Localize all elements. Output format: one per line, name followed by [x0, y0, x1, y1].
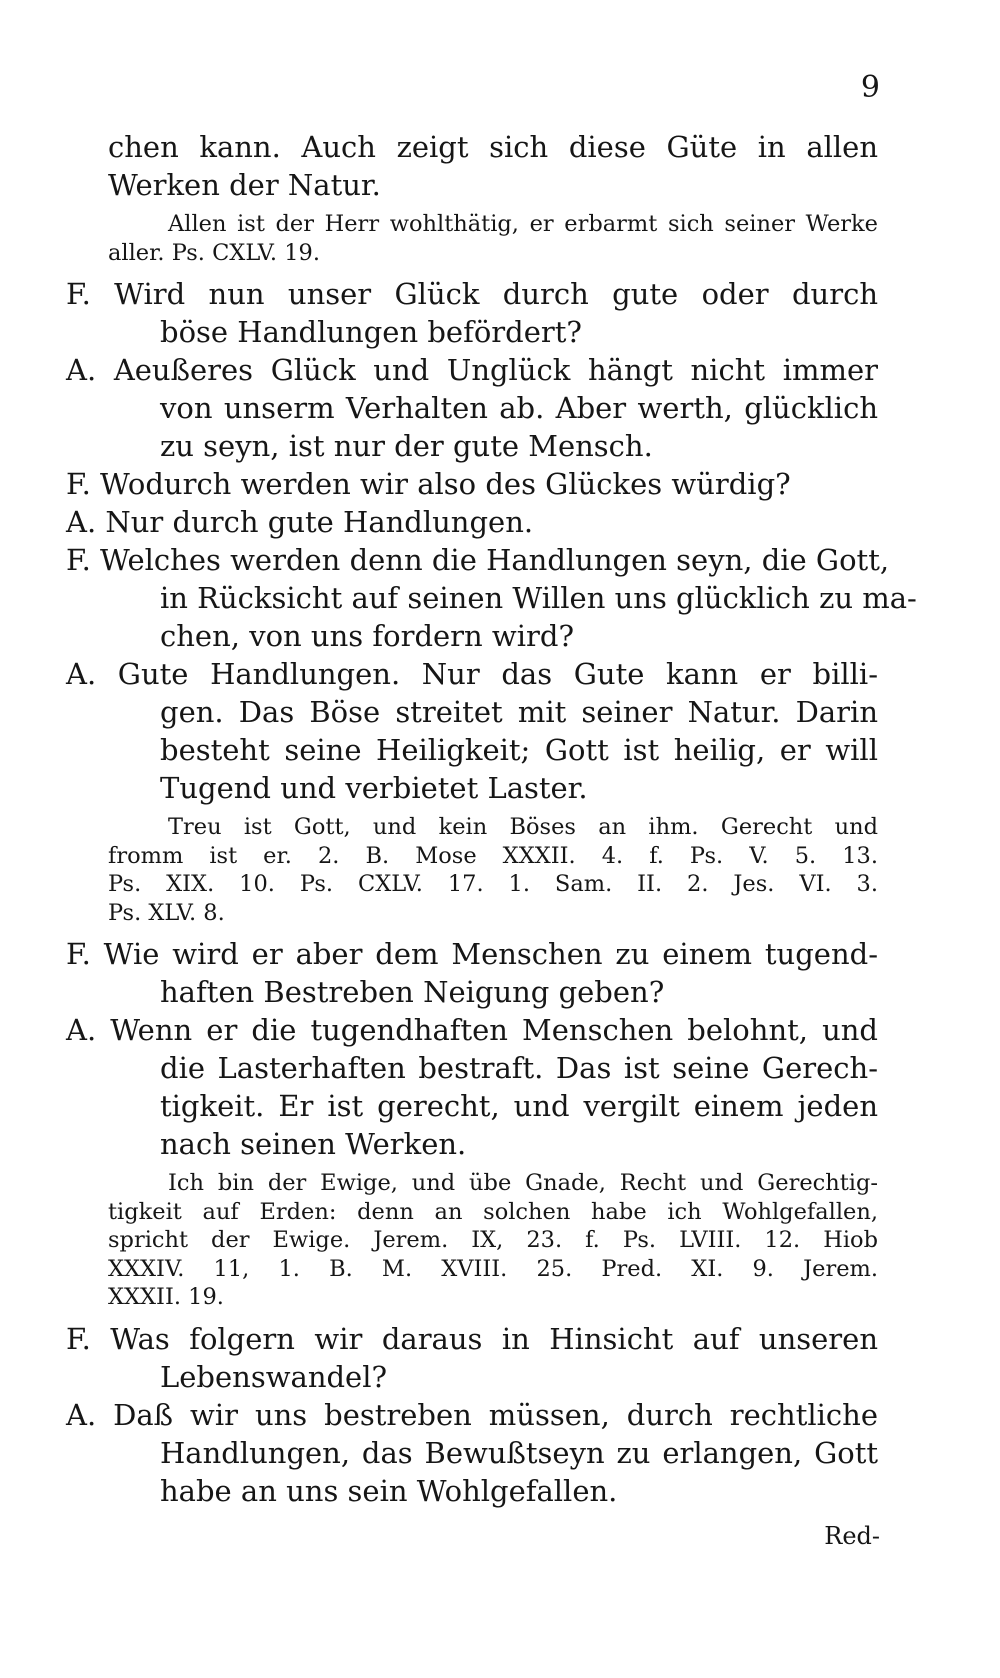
text-line: chen, von uns fordern wird?: [160, 619, 575, 653]
scripture-note: [108, 813, 878, 927]
text-line: Tugend und verbietet Laster.: [160, 771, 588, 805]
text-line: Ps. XLV. 8.: [108, 899, 225, 926]
body-paragraph: [66, 1320, 878, 1396]
text-line: Lebenswandel?: [160, 1359, 388, 1394]
text-line: A. Daß wir uns bestreben müssen, durch rechtliche: [66, 1397, 878, 1432]
text-body: [66, 128, 917, 1510]
scripture-note: [108, 1169, 878, 1312]
body-paragraph: [66, 351, 878, 465]
body-paragraph: [66, 935, 878, 1011]
text-line: tigkeit. Er ist gerecht, und vergilt einem jeden: [160, 1089, 878, 1123]
text-line: Werken der Natur.: [108, 168, 381, 202]
body-paragraph: [66, 541, 917, 655]
text-line: F. Wodurch werden wir also des Glückes würdig?: [66, 467, 791, 501]
text-line: A. Nur durch gute Handlungen.: [66, 505, 534, 539]
text-line: haften Bestreben Neigung geben?: [160, 975, 665, 1009]
page-number: 9: [860, 70, 880, 105]
text-line: XXXIV. 11, 1. B. M. XVIII. 25. Pred. XI. 9. Jerem.: [108, 1255, 878, 1282]
text-line: nach seinen Werken.: [160, 1127, 467, 1161]
text-line: aller. Ps. CXLV. 19.: [108, 239, 321, 266]
text-line: F. Wie wird er aber dem Menschen zu einem tugend-: [66, 937, 878, 971]
text-line: spricht der Ewige. Jerem. IX, 23. f. Ps. LVIII. 12. Hiob: [108, 1227, 878, 1253]
text-line: Ps. XIX. 10. Ps. CXLV. 17. 1. Sam. II. 2. Jes. VI. 3.: [108, 871, 878, 897]
text-line: Treu ist Gott, und kein Böses an ihm. Gerecht und: [168, 814, 878, 840]
body-paragraph: [66, 503, 878, 541]
text-line: gen. Das Böse streitet mit seiner Natur. Darin: [160, 695, 878, 729]
text-line: chen kann. Auch zeigt sich diese Güte in allen: [108, 130, 878, 164]
text-line: fromm ist er. 2. B. Mose XXXII. 4. f. Ps. V. 5. 13.: [108, 842, 878, 869]
text-line: tigkeit auf Erden: denn an solchen habe ich Wohlgefallen,: [108, 1198, 878, 1225]
text-line: die Lasterhaften bestraft. Das ist seine Gerech-: [160, 1051, 878, 1085]
text-line: böse Handlungen befördert?: [160, 315, 582, 349]
text-line: A. Gute Handlungen. Nur das Gute kann er billi-: [66, 657, 878, 691]
body-paragraph: [108, 128, 878, 204]
scripture-note: [108, 210, 878, 267]
body-paragraph: [66, 1011, 878, 1163]
text-line: zu seyn, ist nur der gute Mensch.: [160, 429, 653, 463]
text-line: Allen ist der Herr wohlthätig, er erbarmt sich seiner Werke: [168, 211, 878, 237]
text-line: F. Welches werden denn die Handlungen seyn, die Gott,: [66, 543, 890, 577]
body-paragraph: [66, 465, 878, 503]
text-line: habe an uns sein Wohlgefallen.: [160, 1473, 618, 1508]
text-line: in Rücksicht auf seinen Willen uns glücklich zu ma-: [160, 581, 917, 615]
text-line: von unserm Verhalten ab. Aber werth, glücklich: [160, 391, 878, 425]
catchword: Red-: [824, 1522, 880, 1550]
text-line: A. Aeußeres Glück und Unglück hängt nicht immer: [66, 353, 878, 387]
text-line: Handlungen, das Bewußtseyn zu erlangen, Gott: [160, 1435, 878, 1470]
text-line: F. Wird nun unser Glück durch gute oder durch: [66, 277, 878, 311]
text-line: F. Was folgern wir daraus in Hinsicht auf unseren: [66, 1321, 878, 1356]
text-line: A. Wenn er die tugendhaften Menschen belohnt, und: [66, 1013, 878, 1047]
text-line: XXXII. 19.: [108, 1284, 224, 1310]
text-line: Ich bin der Ewige, und übe Gnade, Recht und Gerechtig-: [168, 1170, 878, 1196]
body-paragraph: [66, 1396, 878, 1510]
body-paragraph: [66, 275, 878, 351]
body-paragraph: [66, 655, 878, 807]
text-line: besteht seine Heiligkeit; Gott ist heilig, er will: [160, 733, 878, 767]
